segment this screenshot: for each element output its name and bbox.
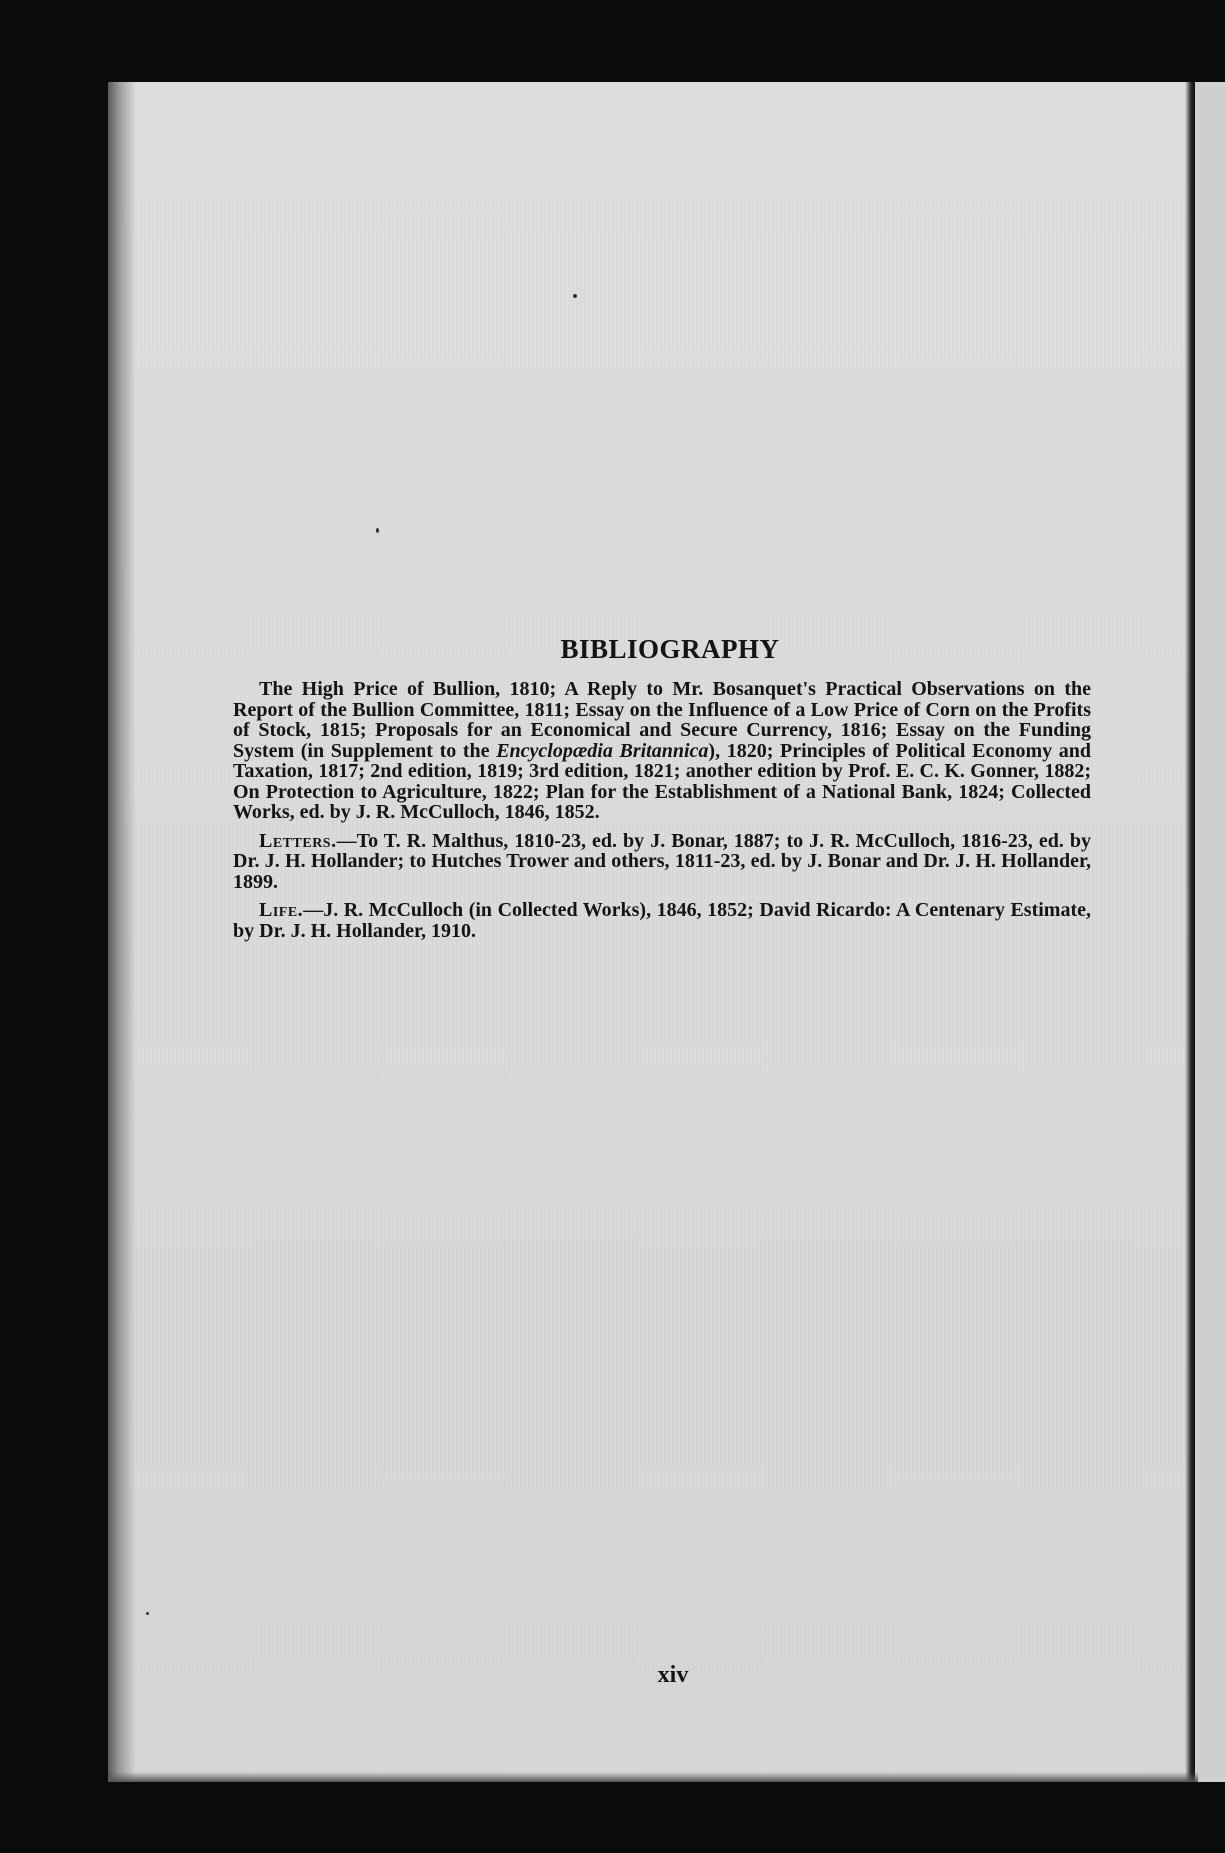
life-text: —J. R. McCulloch (in Collected Works), 1846, 1852; David Ricardo: A Centenary Estimate, by Dr. J. H. Hollander, 1910. <box>233 899 1091 942</box>
works-text-part1: The High Price of Bullion, 1810; A Reply to Mr. Bosanquet's Practical Observations on the Report of the Bullion Committee, 1811; Essay on the Influence of a Low Price of Corn on the Profits of Stock, 1815; Proposals for an Economical and Secure Currency, 1816; Essay on the Funding System (in Supplement to the <box>233 678 1091 762</box>
letters-text: —To T. R. Malthus, 1810-23, ed. by J. Bonar, 1887; to J. R. McCulloch, 1816-23, ed. by Dr. J. H. Hollander; to Hutches Trower and others, 1811-23, ed. by J. Bonar and Dr. J. H. Hollander, 1899. <box>233 829 1091 893</box>
book-page <box>108 82 1198 1782</box>
works-italic-title: Encyclopædia Britannica <box>496 739 709 762</box>
letters-paragraph <box>233 831 1091 893</box>
page-title: BIBLIOGRAPHY <box>560 634 780 664</box>
life-label: Life. <box>259 899 304 921</box>
life-paragraph <box>233 900 1091 941</box>
facing-page-strip <box>1195 82 1225 1782</box>
spine-shadow <box>108 82 136 1782</box>
page-number: xiv <box>657 1662 689 1688</box>
scan-speck <box>573 294 577 298</box>
works-paragraph <box>233 679 1091 823</box>
right-page-edge <box>1185 82 1195 1782</box>
bottom-page-edge <box>108 1772 1198 1782</box>
letters-label: Letters. <box>259 829 337 852</box>
works-text-part2: ), 1820; Principles of Political Economy and Taxation, 1817; 2nd edition, 1819; 3rd edition, 1821; another edition by Prof. E. C. K. Gonner, 1882; On Protection to Agriculture, 1822; Plan for the Establishment of a National Bank, 1824; Collected Works, ed. by J. R. McCulloch, 1846, 1852. <box>233 739 1091 823</box>
scan-speck <box>146 1612 149 1615</box>
bibliography-section <box>233 634 1091 941</box>
scan-speck <box>376 528 379 533</box>
